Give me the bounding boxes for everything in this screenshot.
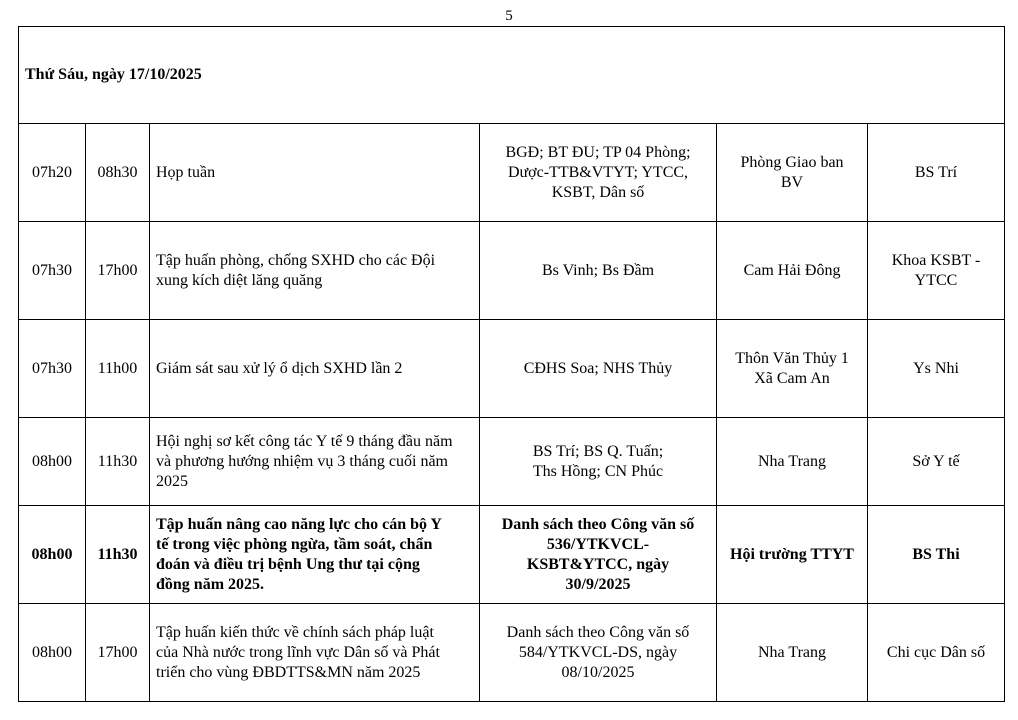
content-line: Tập huấn phòng, chống SXHD cho các Đội [156,251,436,269]
page-number: 5 [505,8,513,24]
content-line: Giám sát sau xử lý ổ dịch SXHD lần 2 [156,359,403,377]
participants-cell [480,320,717,418]
host-line: BS Trí [914,163,958,181]
start-time-cell: 08h00 [19,506,86,604]
participants-line: 584/YTKVCL-DS, ngày [518,643,678,661]
end-time-cell: 08h30 [86,124,150,222]
participants-line: KSBT, Dân số [551,183,645,201]
content-line: tế trong việc phòng ngừa, tầm soát, chẩn [156,535,433,553]
schedule-table [18,26,1005,702]
day-header: Thứ Sáu, ngày 17/10/2025 [19,27,1005,124]
location-cell [717,418,868,506]
location-cell [717,506,868,604]
start-time-cell: 08h00 [19,418,86,506]
content-cell [150,124,480,222]
participants-line: Danh sách theo Công văn số [501,515,695,533]
participants-cell [480,506,717,604]
participants-line: Danh sách theo Công văn số [506,623,690,641]
location-cell [717,222,868,320]
content-line: Tập huấn nâng cao năng lực cho cán bộ Y [156,515,442,533]
host-cell [868,222,1005,320]
host-line: YTCC [914,271,958,289]
participants-line: BGĐ; BT ĐU; TP 04 Phòng; [505,143,691,161]
host-line: BS Thi [912,545,960,563]
start-time-cell: 07h30 [19,222,86,320]
host-line: Sở Y tế [912,452,960,470]
participants-cell [480,222,717,320]
host-line: Ys Nhi [913,359,959,377]
schedule-row [19,320,1005,418]
content-cell [150,604,480,702]
end-time-cell: 11h30 [86,418,150,506]
location-line: Phòng Giao ban [740,153,844,171]
participants-line: Dược-TTB&VTYT; YTCC, [507,163,689,181]
content-cell [150,506,480,604]
location-line: Nha Trang [757,643,826,661]
participants-line: CĐHS Soa; NHS Thủy [523,359,673,377]
participants-line: BS Trí; BS Q. Tuấn; [532,442,664,460]
day-header-row [19,27,1005,124]
participants-cell [480,604,717,702]
schedule-row [19,604,1005,702]
participants-line: 30/9/2025 [565,575,631,593]
content-line: Họp tuần [156,163,216,181]
schedule-row [19,418,1005,506]
content-line: xung kích diệt lăng quăng [156,271,323,289]
location-line: BV [780,173,804,191]
location-line: Xã Cam An [754,369,830,387]
start-time-cell: 08h00 [19,604,86,702]
participants-line: 536/YTKVCL- [546,535,650,553]
participants-cell [480,124,717,222]
content-line: triển cho vùng ĐBDTTS&MN năm 2025 [156,663,421,681]
host-line: Khoa KSBT - [891,251,981,269]
host-cell [868,320,1005,418]
location-cell [717,604,868,702]
content-cell [150,222,480,320]
content-line: Hội nghị sơ kết công tác Y tế 9 tháng đầu năm [156,432,453,450]
host-cell [868,506,1005,604]
location-cell [717,124,868,222]
location-line: Thôn Văn Thủy 1 [735,349,849,367]
content-line: 2025 [156,472,188,490]
location-line: Hội trường TTYT [730,545,854,563]
participants-line: Bs Vinh; Bs Đầm [541,261,655,279]
content-line: đoán và điều trị bệnh Ung thư tại cộng [156,555,420,573]
content-line: đồng năm 2025. [156,575,265,593]
location-line: Nha Trang [757,452,826,470]
participants-cell [480,418,717,506]
end-time-cell: 17h00 [86,222,150,320]
schedule-row [19,506,1005,604]
participants-line: KSBT&YTCC, ngày [526,555,670,573]
host-cell [868,124,1005,222]
content-line: và phương hướng nhiệm vụ 3 tháng cuối năm [156,452,448,470]
content-line: Tập huấn kiến thức về chính sách pháp luật [156,623,434,641]
schedule-row [19,222,1005,320]
content-cell [150,320,480,418]
schedule-row [19,124,1005,222]
end-time-cell: 11h30 [86,506,150,604]
participants-line: 08/10/2025 [561,663,635,681]
start-time-cell: 07h20 [19,124,86,222]
location-cell [717,320,868,418]
host-cell [868,418,1005,506]
end-time-cell: 17h00 [86,604,150,702]
start-time-cell: 07h30 [19,320,86,418]
end-time-cell: 11h00 [86,320,150,418]
host-cell [868,604,1005,702]
location-line: Cam Hải Đông [743,261,841,279]
participants-line: Ths Hồng; CN Phúc [532,462,664,480]
content-line: của Nhà nước trong lĩnh vực Dân số và Phát [156,643,440,661]
content-cell [150,418,480,506]
host-line: Chi cục Dân số [886,643,986,661]
